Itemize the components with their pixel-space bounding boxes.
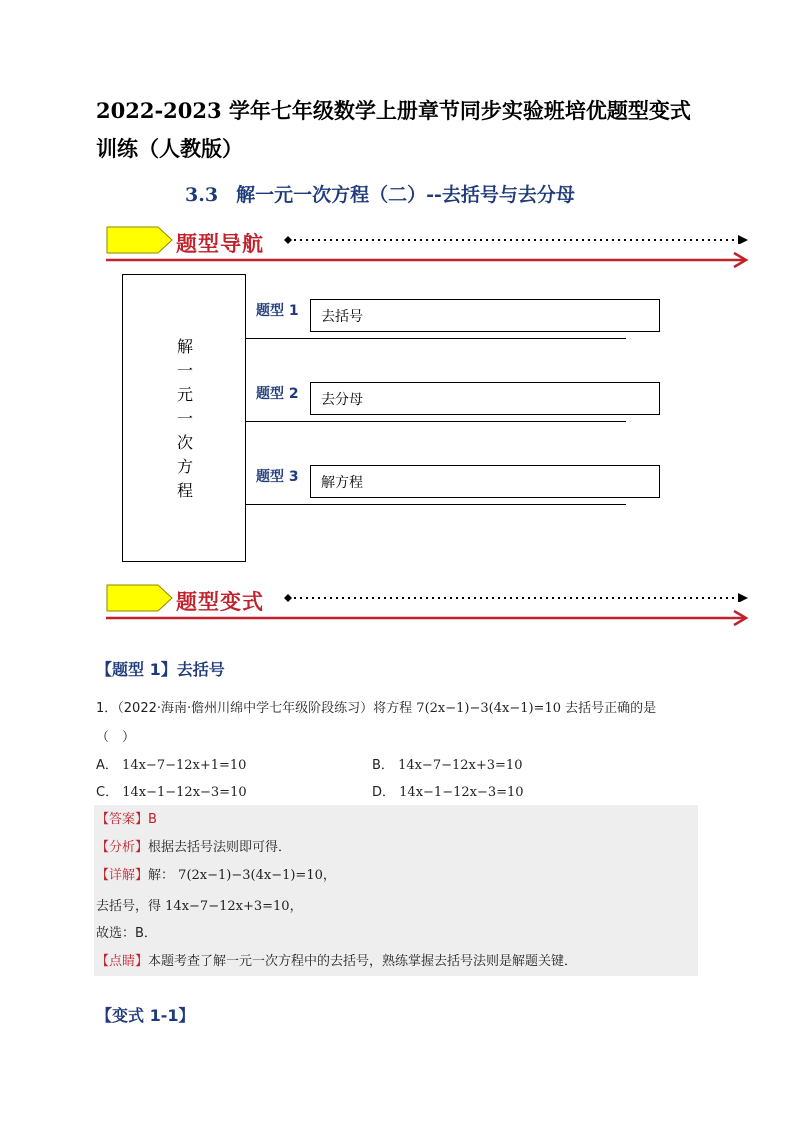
option-letter: A． bbox=[96, 758, 118, 773]
analysis-tag: 【分析】 bbox=[96, 840, 149, 855]
topic-tree bbox=[122, 274, 682, 564]
comment-line bbox=[96, 950, 577, 969]
branch-box: 去分母 bbox=[310, 382, 660, 415]
question-1-stem bbox=[96, 697, 656, 716]
root-char: 元 bbox=[176, 385, 193, 404]
question-prefix: 将方程 bbox=[373, 701, 413, 716]
type1-heading: 【题型 1】去括号 bbox=[96, 660, 225, 679]
red-arrow-line-icon bbox=[106, 246, 756, 270]
option-text: 14x−7−12x+3=10 bbox=[398, 758, 523, 773]
root-char: 一 bbox=[176, 409, 193, 428]
question-number: 1． bbox=[96, 701, 118, 716]
option-a bbox=[96, 754, 246, 773]
option-b bbox=[372, 754, 522, 773]
comment-text: 本题考查了解一元一次方程中的去括号，熟练掌握去括号法则是解题关键． bbox=[148, 954, 578, 969]
dotted-arrow-icon bbox=[282, 584, 754, 602]
step-suffix: ， bbox=[289, 899, 303, 914]
answer-tag: 【答案】 bbox=[96, 812, 149, 827]
branch-tag: 题型 3 bbox=[256, 469, 299, 485]
step-prefix: 去括号，得 bbox=[96, 899, 162, 914]
question-suffix: 去括号正确的是 bbox=[565, 701, 657, 716]
answer-value: B bbox=[148, 812, 157, 827]
root-char: 次 bbox=[176, 433, 193, 452]
document-title: 2022-2023 学年七年级数学上册章节同步实验班培优题型变式训练（人教版） bbox=[96, 98, 691, 161]
section-title bbox=[185, 180, 575, 207]
option-d bbox=[372, 781, 524, 800]
detail-prefix: 解： bbox=[148, 868, 175, 883]
detail-equation: 7(2x−1)−3(4x−1)=10 bbox=[178, 868, 323, 883]
question-source: （2022·海南·儋州川绵中学七年级阶段练习） bbox=[117, 701, 374, 716]
option-letter: B． bbox=[372, 758, 394, 773]
branch-tag: 题型 2 bbox=[256, 386, 299, 402]
option-letter: D． bbox=[372, 785, 396, 800]
red-arrow-line-icon bbox=[106, 604, 756, 628]
branch-tag: 题型 1 bbox=[256, 303, 299, 319]
section-name: 解一元一次方程（二）--去括号与去分母 bbox=[236, 184, 575, 206]
root-char: 一 bbox=[176, 361, 193, 380]
dotted-arrow-icon bbox=[282, 226, 754, 244]
tree-root-box bbox=[122, 274, 246, 562]
variant-banner bbox=[106, 584, 756, 628]
option-letter: C． bbox=[96, 785, 119, 800]
comment-tag: 【点睛】 bbox=[96, 954, 149, 969]
step-equation: 14x−7−12x+3=10 bbox=[165, 899, 290, 914]
solution-block bbox=[94, 805, 698, 976]
option-c bbox=[96, 781, 247, 800]
branch-line bbox=[246, 421, 626, 422]
branch-line bbox=[246, 338, 626, 339]
branch-box: 解方程 bbox=[310, 465, 660, 498]
detail-tag: 【详解】 bbox=[96, 868, 149, 883]
answer-line bbox=[96, 808, 157, 827]
section-number: 3.3 bbox=[185, 184, 219, 206]
detail-line bbox=[96, 864, 336, 883]
branch-line bbox=[246, 504, 626, 505]
choice-line: 故选：B． bbox=[96, 926, 157, 941]
option-text: 14x−7−12x+1=10 bbox=[122, 758, 247, 773]
option-text: 14x−1−12x−3=10 bbox=[122, 785, 247, 800]
question-equation: 7(2x−1)−3(4x−1)=10 bbox=[416, 701, 561, 716]
variant-heading: 【变式 1-1】 bbox=[96, 1006, 195, 1025]
root-char: 程 bbox=[176, 481, 193, 500]
root-char: 方 bbox=[176, 457, 193, 476]
tree-root-label bbox=[173, 335, 197, 503]
variant-banner-label: 题型变式 bbox=[176, 590, 264, 614]
option-text: 14x−1−12x−3=10 bbox=[399, 785, 524, 800]
detail-suffix: ， bbox=[322, 868, 336, 883]
nav-banner bbox=[106, 226, 756, 270]
question-blank: （ ） bbox=[96, 730, 136, 745]
root-char: 解 bbox=[176, 337, 193, 356]
branch-box: 去括号 bbox=[310, 299, 660, 332]
analysis-text: 根据去括号法则即可得． bbox=[148, 840, 292, 855]
step-line bbox=[96, 895, 303, 914]
nav-banner-label: 题型导航 bbox=[176, 232, 264, 256]
analysis-line bbox=[96, 836, 291, 855]
